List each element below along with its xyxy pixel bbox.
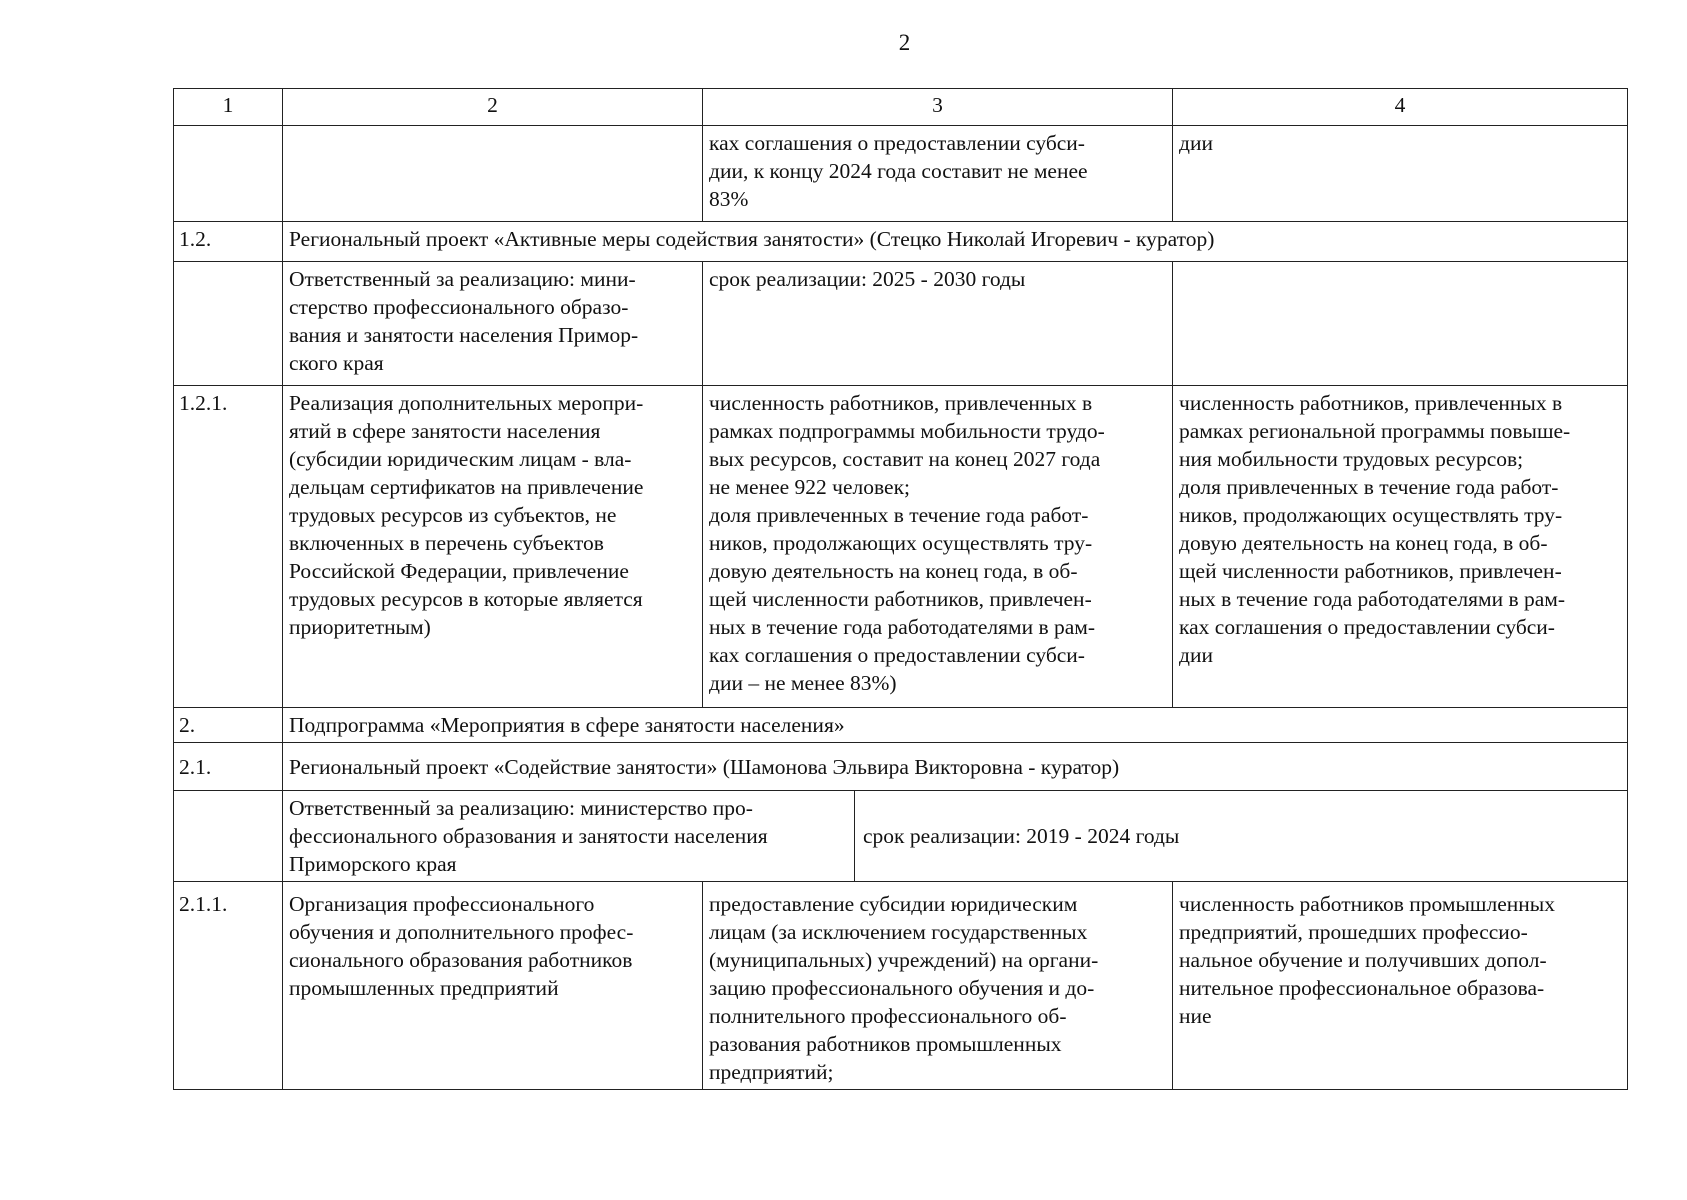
responsible-term-cell bbox=[283, 791, 1628, 882]
responsible-text: Ответственный за реализацию: министерство про- фессионального образования и занятости населения Приморского края bbox=[283, 791, 855, 881]
row-number: 2. bbox=[174, 708, 283, 743]
header-cell-3: 3 bbox=[703, 89, 1173, 126]
term-text: срок реализации: 2019 - 2024 годы bbox=[863, 824, 1180, 848]
page-number: 2 bbox=[898, 30, 911, 55]
project-title-cell: Региональный проект «Содействие занятости» (Шамонова Эльвира Викторовна - куратор) bbox=[283, 743, 1628, 791]
row-number bbox=[174, 126, 283, 222]
program-table bbox=[173, 88, 1628, 1090]
table-row bbox=[174, 386, 1628, 708]
table-row bbox=[174, 708, 1628, 743]
table-row bbox=[174, 743, 1628, 791]
project-title-cell: Региональный проект «Активные меры содействия занятости» (Стецко Николай Игоревич - куратор) bbox=[283, 222, 1628, 262]
event-name-cell bbox=[283, 126, 703, 222]
header-cell-4: 4 bbox=[1173, 89, 1628, 126]
term-text-wrap bbox=[855, 791, 1627, 881]
result-cell: ках соглашения о предоставлении субси- дии, к концу 2024 года составит не менее 83% bbox=[703, 126, 1173, 222]
event-name-cell: Реализация дополнительных меропри- ятий в сфере занятости населения (субсидии юридическим лицам - вла- дельцам сертификатов на привлечение трудовых ресурсов из субъектов, не включенных в перечень субъектов Российской Федерации, привлечение трудовых ресурсов в которые является приоритетным) bbox=[283, 386, 703, 708]
row-number: 1.2.1. bbox=[174, 386, 283, 708]
table-row bbox=[174, 222, 1628, 262]
empty-cell bbox=[1173, 262, 1628, 386]
row-number bbox=[174, 791, 283, 882]
indicator-cell: дии bbox=[1173, 126, 1628, 222]
header-cell-1: 1 bbox=[174, 89, 283, 126]
table-row bbox=[174, 262, 1628, 386]
indicator-cell: численность работников промышленных предприятий, прошедших профессио- нальное обучение и получивших допол- нительное профессиональное образова- ние bbox=[1173, 882, 1628, 1090]
row-number: 2.1. bbox=[174, 743, 283, 791]
subprogram-title-cell: Подпрограмма «Мероприятия в сфере занятости населения» bbox=[283, 708, 1628, 743]
event-name-cell: Организация профессионального обучения и дополнительного профес- сионального образования работников промышленных предприятий bbox=[283, 882, 703, 1090]
row-number: 1.2. bbox=[174, 222, 283, 262]
header-cell-2: 2 bbox=[283, 89, 703, 126]
table-header-row bbox=[174, 89, 1628, 126]
table-row bbox=[174, 882, 1628, 1090]
table-row bbox=[174, 126, 1628, 222]
table-row bbox=[174, 791, 1628, 882]
result-cell: предоставление субсидии юридическим лицам (за исключением государственных (муниципальных) учреждений) на органи- зацию профессионального обучения и до- полнительного профессионального об- разования работников промышленных предприятий; bbox=[703, 882, 1173, 1090]
row-number bbox=[174, 262, 283, 386]
responsible-cell: Ответственный за реализацию: мини- стерство профессионального образо- вания и занятости населения Примор- ского края bbox=[283, 262, 703, 386]
term-cell: срок реализации: 2025 - 2030 годы bbox=[703, 262, 1173, 386]
result-cell: численность работников, привлеченных в рамках подпрограммы мобильности трудо- вых ресурсов, составит на конец 2027 года не менее 922 человек; доля привлеченных в течение года работ- ников, продолжающих осуществлять тру- довую деятельность на конец года, в об- щей численности работников, привлечен- ных в течение года работодателями в рам- ках соглашения о предоставлении субси- дии – не менее 83%) bbox=[703, 386, 1173, 708]
row-number: 2.1.1. bbox=[174, 882, 283, 1090]
indicator-cell: численность работников, привлеченных в рамках региональной программы повыше- ния мобильности трудовых ресурсов; доля привлеченных в течение года работ- ников, продолжающих осуществлять тру- довую деятельность на конец года, в об- щей численности работников, привлечен- ных в течение года работодателями в рам- ках соглашения о предоставлении субси- дии bbox=[1173, 386, 1628, 708]
